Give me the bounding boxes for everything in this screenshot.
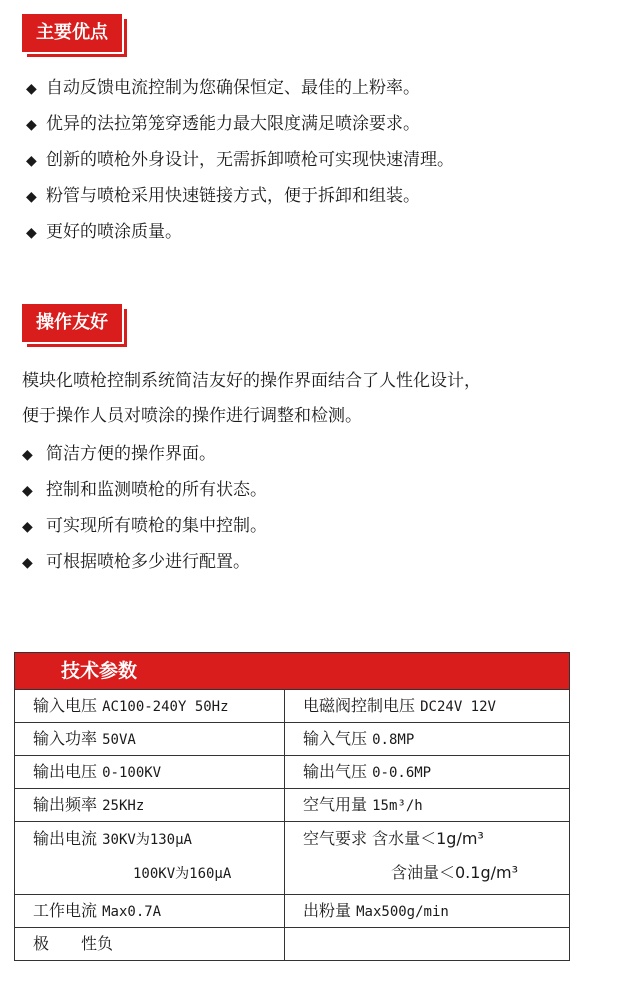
diamond-bullet-icon: ◆ (26, 117, 37, 133)
diamond-bullet-icon: ◆ (26, 189, 37, 205)
diamond-bullet-icon: ◆ (26, 225, 37, 241)
list-item: ◆ 控制和监测喷枪的所有状态。 (22, 472, 267, 508)
list-item: ◆ 创新的喷枪外身设计，无需拆卸喷枪可实现快速清理。 (26, 142, 454, 178)
list-item: ◆ 更好的喷涂质量。 (26, 214, 454, 250)
list-item: ◆ 可实现所有喷枪的集中控制。 (22, 508, 267, 544)
table-row (15, 927, 569, 960)
diamond-bullet-icon: ◆ (22, 555, 33, 571)
spec-cell: 输出电流 30KV为130μA 100KV为160μA (15, 822, 285, 894)
spec-table (14, 652, 570, 961)
diamond-bullet-icon: ◆ (22, 483, 33, 499)
diamond-bullet-icon: ◆ (26, 81, 37, 97)
spec-cell (285, 928, 569, 960)
spec-cell: 极 性负 (15, 928, 285, 960)
table-row (15, 894, 569, 927)
diamond-bullet-icon: ◆ (22, 447, 33, 463)
spec-cell: 输入气压 0.8MP (303, 729, 415, 748)
list-item: ◆ 粉管与喷枪采用快速链接方式，便于拆卸和组装。 (26, 178, 454, 214)
spec-cell: 输入电压 AC100-240Y 50Hz (15, 690, 285, 722)
spec-cell: 电磁阀控制电压 DC24V 12V (303, 696, 496, 715)
table-row (15, 722, 569, 755)
intro-line: 模块化喷枪控制系统简洁友好的操作界面结合了人性化设计， (22, 371, 481, 391)
table-row (15, 689, 569, 722)
spec-cell: 工作电流 Max0.7A (15, 895, 285, 927)
spec-cell: 输出频率 25KHz (15, 789, 285, 821)
list-item: ◆ 自动反馈电流控制为您确保恒定、最佳的上粉率。 (26, 70, 454, 106)
spec-cell: 输出电压 0-100KV (15, 756, 285, 788)
list-item: ◆ 简洁方便的操作界面。 (22, 436, 267, 472)
section-title-operation: 操作友好 (22, 304, 122, 342)
spec-table-title: 技术参数 (15, 653, 569, 689)
table-row (15, 788, 569, 821)
diamond-bullet-icon: ◆ (26, 153, 37, 169)
table-row (15, 755, 569, 788)
table-row (15, 821, 569, 894)
spec-cell: 空气要求 含水量＜1g/m³ 含油量＜0.1g/m³ (303, 829, 518, 882)
intro-line: 便于操作人员对喷涂的操作进行调整和检测。 (22, 406, 362, 426)
advantages-list (26, 70, 454, 250)
spec-cell: 出粉量 Max500g/min (303, 901, 449, 920)
list-item: ◆ 可根据喷枪多少进行配置。 (22, 544, 267, 580)
spec-cell: 输入功率 50VA (15, 723, 285, 755)
operation-intro (22, 364, 622, 434)
diamond-bullet-icon: ◆ (22, 519, 33, 535)
list-item: ◆ 优异的法拉第笼穿透能力最大限度满足喷涂要求。 (26, 106, 454, 142)
spec-cell: 输出气压 0-0.6MP (303, 762, 432, 781)
operation-list (22, 436, 267, 580)
section-title-advantages: 主要优点 (22, 14, 122, 52)
spec-cell: 空气用量 15m³/h (303, 795, 423, 814)
